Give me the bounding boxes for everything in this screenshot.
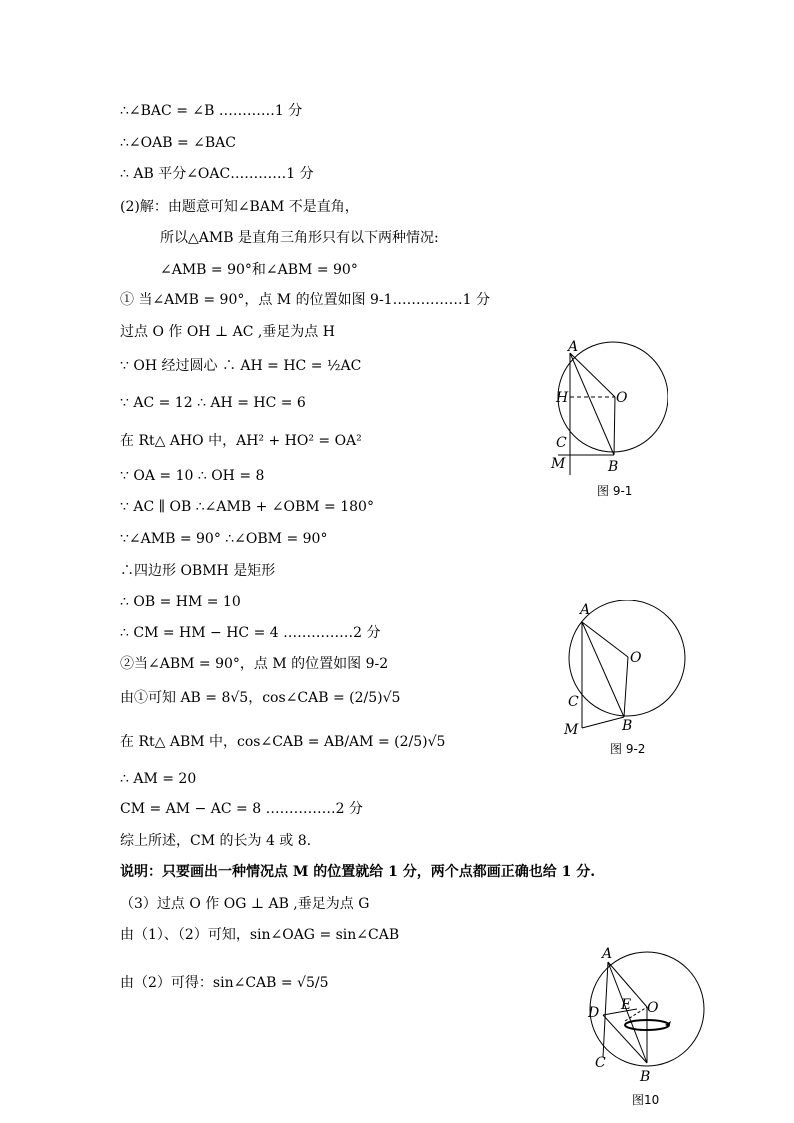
text-line-12: ∵ OA = 10 ∴ OH = 8 xyxy=(120,468,265,484)
figure-9-1 xyxy=(548,335,668,480)
fig2-label-o: O xyxy=(630,650,642,666)
text-line-23: 综上所述，CM 的长为 4 或 8. xyxy=(120,833,312,849)
text-line-8: 过点 O 作 OH ⊥ AC ,垂足为点 H xyxy=(120,324,335,340)
text-line-4: (2)解：由题意可知∠BAM 不是直角， xyxy=(120,199,359,215)
text-line-13: ∵ AC ∥ OB ∴∠AMB + ∠OBM = 180° xyxy=(120,499,374,515)
text-line-10: ∵ AC = 12 ∴ AH = HC = 6 xyxy=(120,395,306,411)
text-line-3: ∴ AB 平分∠OAC…………1 分 xyxy=(120,166,314,182)
fig1-label-c: C xyxy=(556,435,567,451)
fig2-label-c: C xyxy=(568,694,579,710)
text-line-22: CM = AM − AC = 8 ……………2 分 xyxy=(120,801,363,817)
text-line-20: 在 Rt△ ABM 中，cos∠CAB = AB/AM = (2/5)√5 xyxy=(120,734,446,750)
text-line-7: ① 当∠AMB = 90°，点 M 的位置如图 9-1……………1 分 xyxy=(120,292,490,308)
figure-10 xyxy=(585,945,715,1085)
text-line-16: ∴ OB = HM = 10 xyxy=(120,594,241,610)
fig3-label-b: B xyxy=(640,1069,651,1085)
note-line: 说明：只要画出一种情况点 M 的位置就给 1 分，两个点都画正确也给 1 分. xyxy=(120,864,596,880)
fig1-label-b: B xyxy=(608,459,619,475)
fig2-label-b: B xyxy=(622,718,633,734)
text-line-1: ∴∠BAC = ∠B …………1 分 xyxy=(120,103,303,119)
text-line-11: 在 Rt△ AHO 中，AH² + HO² = OA² xyxy=(120,433,362,449)
fig3-label-c: C xyxy=(595,1055,606,1071)
text-line-2: ∴∠OAB = ∠BAC xyxy=(120,135,236,151)
fig1-label-o: O xyxy=(616,390,628,406)
fig1-label-a: A xyxy=(568,339,579,355)
figure-9-2 xyxy=(560,600,690,740)
figure-9-2-caption: 图 9-2 xyxy=(610,742,646,756)
fig2-label-a: A xyxy=(580,602,591,618)
text-line-18: ②当∠ABM = 90°，点 M 的位置如图 9-2 xyxy=(120,656,389,672)
fig1-label-h: H xyxy=(556,390,569,406)
fig3-label-e: E xyxy=(621,997,632,1013)
fig3-label-o: O xyxy=(647,1000,659,1016)
fig1-label-m: M xyxy=(551,456,566,472)
text-line-27: 由（2）可得：sin∠CAB = √5/5 xyxy=(120,975,329,991)
text-line-9: ∵ OH 经过圆心 ∴ AH = HC = ½AC xyxy=(120,358,362,374)
text-line-6: ∠AMB = 90°和∠ABM = 90° xyxy=(160,262,358,278)
text-line-14: ∵∠AMB = 90° ∴∠OBM = 90° xyxy=(120,531,328,547)
text-line-17: ∴ CM = HM − HC = 4 ……………2 分 xyxy=(120,625,381,641)
text-line-5: 所以△AMB 是直角三角形只有以下两种情况: xyxy=(160,230,439,246)
figure-9-1-caption: 图 9-1 xyxy=(597,484,633,498)
text-line-21: ∴ AM = 20 xyxy=(120,771,197,787)
figure-10-caption: 图10 xyxy=(632,1093,660,1107)
fig2-label-m: M xyxy=(564,722,579,738)
text-line-19: 由①可知 AB = 8√5，cos∠CAB = (2/5)√5 xyxy=(120,690,401,706)
fig3-label-d: D xyxy=(588,1005,600,1021)
text-line-25: （3）过点 O 作 OG ⊥ AB ,垂足为点 G xyxy=(120,896,370,912)
fig3-label-a: A xyxy=(602,946,613,962)
text-line-15: ∴四边形 OBMH 是矩形 xyxy=(120,563,276,579)
text-line-26: 由（1）、（2）可知，sin∠OAG = sin∠CAB xyxy=(120,927,400,943)
